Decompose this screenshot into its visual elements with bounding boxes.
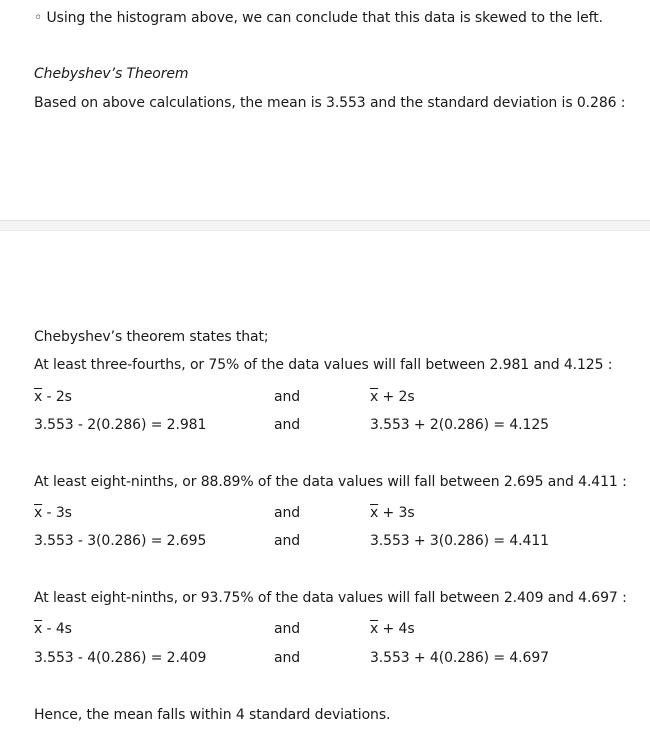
upper-bound-calc-4s: 3.553 + 4(0.286) = 4.697 <box>370 650 549 666</box>
upper-bound-expr-2s: $\overline{x} + 2s$ <box>370 389 415 405</box>
xbar-symbol: $\overline{x}$ <box>34 505 43 521</box>
xbar-symbol: $\overline{x}$ <box>34 621 43 637</box>
and-label: and <box>274 389 301 405</box>
xbar-symbol: $\overline{x}$ <box>370 389 379 405</box>
upper-bound-expr-3s: $\overline{x} + 3s$ <box>370 505 415 521</box>
upper-bound-calc-3s: 3.553 + 3(0.286) = 4.411 <box>370 533 549 549</box>
lower-bound-expr-4s: $\overline{x} - 4s$ <box>34 621 72 637</box>
section-heading: Chebyshev’s Theorem <box>34 66 189 82</box>
statement-3s: At least eight-ninths, or 88.89% of the data values will fall between 2.695 and 4.411 : <box>34 474 627 490</box>
lower-bound-expr-3s: $\overline{x} - 3s$ <box>34 505 72 521</box>
xbar-symbol: $\overline{x}$ <box>34 389 43 405</box>
conclusion-text: Using the histogram above, we can conclude that this data is skewed to the left. <box>46 10 603 26</box>
xbar-symbol: $\overline{x}$ <box>370 505 379 521</box>
and-label: and <box>274 417 301 433</box>
lower-bound-calc-2s: 3.553 - 2(0.286) = 2.981 <box>34 417 207 433</box>
page-break <box>0 220 650 231</box>
statement-2s: At least three-fourths, or 75% of the data values will fall between 2.981 and 4.125 : <box>34 357 613 373</box>
statement-4s: At least eight-ninths, or 93.75% of the data values will fall between 2.409 and 4.697 : <box>34 590 627 606</box>
final-conclusion: Hence, the mean falls within 4 standard deviations. <box>34 707 391 723</box>
and-label: and <box>274 505 301 521</box>
conclusion-line <box>34 9 603 27</box>
bullet-icon: ◦ <box>34 10 43 26</box>
lower-bound-calc-4s: 3.553 - 4(0.286) = 2.409 <box>34 650 207 666</box>
lower-bound-expr-2s: $\overline{x} - 2s$ <box>34 389 72 405</box>
and-label: and <box>274 650 301 666</box>
xbar-symbol: $\overline{x}$ <box>370 621 379 637</box>
upper-bound-calc-2s: 3.553 + 2(0.286) = 4.125 <box>370 417 549 433</box>
and-label: and <box>274 533 301 549</box>
mean-sd-statement: Based on above calculations, the mean is 3.553 and the standard deviation is 0.286 : <box>34 95 626 111</box>
upper-bound-expr-4s: $\overline{x} + 4s$ <box>370 621 415 637</box>
theorem-intro: Chebyshev’s theorem states that; <box>34 329 269 345</box>
lower-bound-calc-3s: 3.553 - 3(0.286) = 2.695 <box>34 533 207 549</box>
and-label: and <box>274 621 301 637</box>
